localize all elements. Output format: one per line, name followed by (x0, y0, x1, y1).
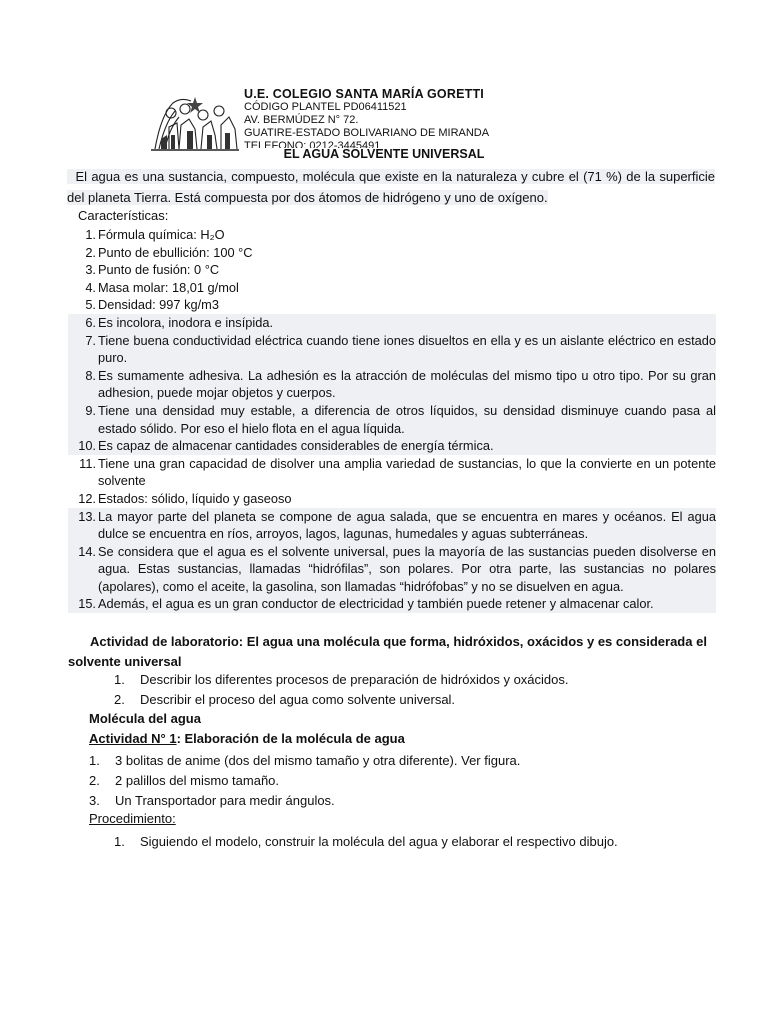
procedure-list (114, 832, 618, 852)
school-address: AV. BERMÚDEZ N° 72. (244, 114, 359, 126)
materials-list (89, 751, 520, 811)
list-item: 1. Siguiendo el modelo, construir la molécula del agua y elaborar el respectivo dibujo. (114, 834, 618, 849)
list-item: 7. Tiene buena conductividad eléctrica cuando tiene iones disueltos en ella y es un aislante eléctrico en estado puro. (68, 332, 716, 367)
school-logo (151, 95, 239, 151)
list-item: 1. Describir los diferentes procesos de preparación de hidróxidos y oxácidos. (114, 672, 569, 687)
list-item: 5. Densidad: 997 kg/m3 (85, 297, 219, 313)
procedure-label: Procedimiento: (89, 811, 176, 826)
school-name: U.E. COLEGIO SANTA MARÍA GORETTI (244, 87, 484, 101)
list-item: 4. Masa molar: 18,01 g/mol (85, 279, 239, 295)
school-code: CÓDIGO PLANTEL PD06411521 (244, 101, 407, 113)
list-item: 14. Se considera que el agua es el solvente universal, pues la mayoría de las sustancias pueden disolverse en agua. Estas sustancias, llamadas “hidrófilas”, son polares. Por otra parte, las sustancias no polares (apolares), como el aceite, la gasolina, son llamadas “hidrófobas” y no se disuelven en agua. (68, 543, 716, 596)
activity1-label: Actividad N° 1 (89, 731, 177, 746)
list-item: 1. Fórmula química: H₂O (85, 227, 225, 242)
page-title: EL AGUA SOLVENTE UNIVERSAL (283, 147, 485, 161)
characteristics-list (68, 226, 716, 613)
list-item: 3. Punto de fusión: 0 °C (85, 262, 220, 278)
list-item: 15. Además, el agua es un gran conductor de electricidad y también puede retener y almacenar calor. (68, 595, 716, 613)
intro-text: El agua es una sustancia, compuesto, molécula que existe en la naturaleza y cubre el (71 %) de la superficie del planeta Tierra. Está compuesta por dos átomos de hidrógeno y uno de oxígeno. (67, 169, 715, 205)
activity1-title: : Elaboración de la molécula de agua (176, 731, 405, 746)
list-item: 2. 2 palillos del mismo tamaño. (89, 773, 280, 788)
activity1-heading (89, 731, 405, 746)
list-item: 6. Es incolora, inodora e insípida. (68, 314, 716, 332)
lab-activity-list (114, 670, 569, 710)
list-item: 10. Es capaz de almacenar cantidades considerables de energía térmica. (68, 437, 716, 455)
list-item: 8. Es sumamente adhesiva. La adhesión es la atracción de moléculas del mismo tipo u otro tipo. Por su gran adhesion, puede mojar objetos y cuerpos. (68, 367, 716, 402)
lab-activity-heading (68, 632, 716, 672)
school-state: GUATIRE-ESTADO BOLIVARIANO DE MIRANDA (244, 127, 490, 139)
list-item: 12. Estados: sólido, líquido y gaseoso (78, 490, 292, 506)
list-item: 11. Tiene una gran capacidad de disolver una amplia variedad de sustancias, lo que la convierte en un potente solvente (79, 455, 716, 489)
lab-activity-heading-text: Actividad de laboratorio: El agua una molécula que forma, hidróxidos, oxácidos y es considerada el solvente universal (68, 634, 707, 669)
list-item: 13. La mayor parte del planeta se compone de agua salada, que se encuentra en mares y océanos. El agua dulce se encuentra en ríos, arroyos, lagos, lagunas, humedales y aguas subterráneas. (68, 508, 716, 543)
list-item: 2. Punto de ebullición: 100 °C (85, 244, 253, 260)
school-info (244, 87, 544, 148)
molecule-heading: Molécula del agua (89, 711, 201, 726)
intro-paragraph (67, 166, 715, 208)
school-phone: TELEFONO: 0212-3445491 (244, 140, 381, 148)
characteristics-label: Características: (78, 208, 169, 223)
list-item: 9. Tiene una densidad muy estable, a diferencia de otros líquidos, su densidad disminuye cuando pasa al estado sólido. Por eso el hielo flota en el agua líquida. (68, 402, 716, 437)
list-item: 1. 3 bolitas de anime (dos del mismo tamaño y otra diferente). Ver figura. (89, 753, 521, 768)
list-item: 2. Describir el proceso del agua como solvente universal. (114, 692, 456, 707)
list-item: 3. Un Transportador para medir ángulos. (89, 793, 335, 808)
